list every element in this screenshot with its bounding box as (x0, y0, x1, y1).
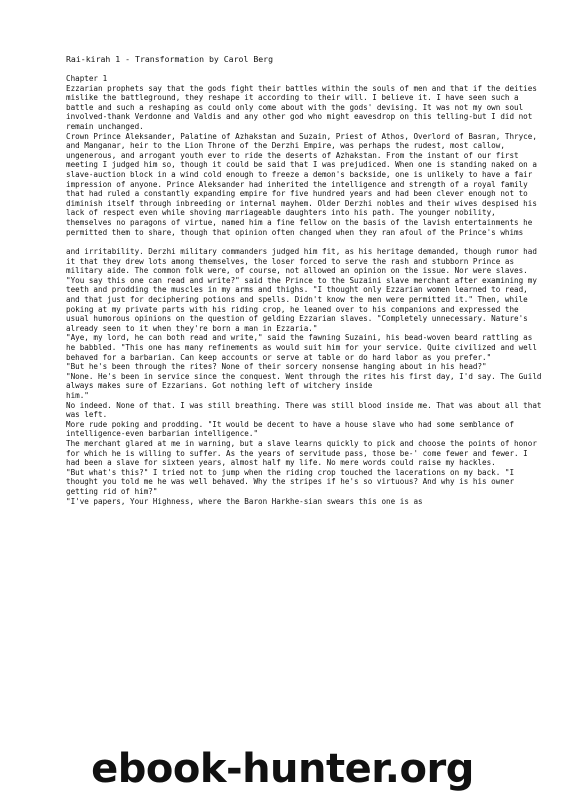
paragraph: and irritability. Derzhi military commanders judged him fit, as his heritage demanded, though rumor had it that they drew lots among themselves, the loser forced to serve the rash and stubborn Prince as military aide. The common folk were, of course, not allowed an opinion on the issue. Nor were slaves. (66, 247, 537, 276)
paragraph: "Aye, my lord, he can both read and write," said the fawning Suzaini, his bead-woven beard rattling as he babbled. "This one has many refinements as would suit him for your service. Quite civilized and well behaved for a barbarian. Can keep accounts or serve at table or do hard labor as you prefer." (66, 333, 537, 362)
paragraph: "But he's been through the rites? None of their sorcery nonsense hanging about in his head?" (66, 362, 487, 372)
paragraph: him." (66, 391, 89, 400)
chapter-heading: Chapter 1 (66, 74, 108, 83)
document-body (66, 74, 546, 506)
paragraph: Ezzarian prophets say that the gods fight their battles within the souls of men and that if the deities mislike the battleground, they reshape it according to their will. I believe it. I have seen such a battle and such a reshaping as could only come about with the gods' devising. It was not my own soul involved-thank Verdonne and Valdis and any other god who might eavesdrop on this telling-but I did not remain unchanged. (66, 83, 537, 131)
paragraph: "But what's this?" I tried not to jump when the riding crop touched the lacerations on my back. "I thought you told me he was well behaved. Why the stripes if he's so virtuous? And why is his owner getting rid of him?" (66, 467, 515, 496)
paragraph: "None. He's been in service since the conquest. Went through the rites his first day, I'd say. The Guild always makes sure of Ezzarians. Got nothing left of witchery inside (66, 371, 542, 391)
document-title: Rai-kirah 1 - Transformation by Carol Berg (66, 54, 274, 64)
paragraph: Crown Prince Aleksander, Palatine of Azhakstan and Suzain, Priest of Athos, Overlord of Basran, Thryce, and Manganar, heir to the Lion Throne of the Derzhi Empire, was perhaps the rudest, most callow, ungenerous, and arrogant youth ever to ride the deserts of Azhakstan. From the instant of our first meeting I judged him so, though it could be said that I was prejudiced. When one is standing naked on a slave-auction block in a wind cold enough to freeze a demon's backside, one is unlikely to have a fair impression of anyone. Prince Aleksander had inherited the intelligence and strength of a royal family that had ruled a constantly expanding empire for five hundred years and had been clever enough not to diminish itself through inbreeding or internal mayhem. Older Derzhi nobles and their wives despised his lack of respect even while shoving marriageable daughters into his path. The younger nobility, themselves no paragons of virtue, named him a fine fellow on the basis of the lavish entertainments he permitted them to share, though that opinion often changed when they ran afoul of the Prince's whims (66, 131, 537, 237)
watermark-text: ebook-hunter.org (91, 746, 474, 792)
paragraph: "I've papers, Your Highness, where the Baron Harkhe-sian swears this one is as (66, 496, 423, 506)
paragraph-gap (66, 237, 546, 247)
paragraph: More rude poking and prodding. "It would be decent to have a house slave who had some semblance of intelligence-even barbarian intelligence." (66, 419, 515, 439)
paragraph: No indeed. None of that. I was still breathing. There was still blood inside me. That was about all that was left. (66, 400, 542, 420)
paragraph: The merchant glared at me in warning, but a slave learns quickly to pick and choose the points of honor for which he is willing to suffer. As the years of servitude pass, those be-' come fewer and fewer. I had been a slave for sixteen years, almost half my life. No mere words could raise my hackles. (66, 438, 537, 468)
paragraph: "You say this one can read and write?" said the Prince to the Suzaini slave merchant after examining my teeth and prodding the muscles in my arms and thighs. "I thought only Ezzarian women learned to read, and that just for deciphering potions and spells. Didn't know the men were permitted it." Then, while poking at my private parts with his riding crop, he leaned over to his companions and expressed the usual humorous opinions on the question of gelding Ezzarian slaves. "Completely unnecessary. Nature's already seen to it when they're born a man in Ezzaria." (66, 275, 537, 333)
